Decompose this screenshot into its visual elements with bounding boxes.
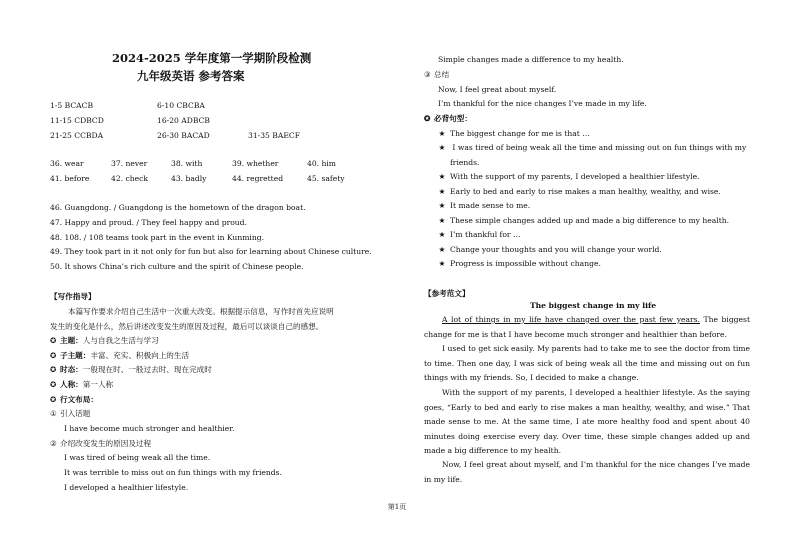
sentence-item: ★ I was tired of being weak all the time and missing out on fun things with my — [434, 144, 746, 152]
mc-answer: 21-25 CCBDA — [50, 131, 104, 140]
guide-item: ✪ 时态：一般现在时、一般过去时、现在完成时 — [50, 365, 212, 374]
step-line: I was tired of being weak all the time. — [64, 453, 211, 462]
star-icon: ★ — [438, 216, 446, 225]
bullet-icon: ✪ — [50, 380, 57, 389]
essay-paragraph: I used to get sick easily. My parents had to take me to see the doctor from time to time. Then one day, I was sick of being weak all the time and missing out on fun things with my friends. So, I decided to make a change. — [424, 344, 750, 383]
mc-answer: 1-5 BCACB — [50, 101, 94, 110]
short-answer: 48. 108. / 108 teams took part in the event in Kunming. — [50, 233, 265, 242]
short-answer: 50. It shows China’s rich culture and the spirit of Chinese people. — [50, 262, 304, 271]
step-line: I have become much stronger and healthier. — [64, 424, 235, 433]
sentence-item: ★ These simple changes added up and made a big difference to my health. — [434, 217, 729, 225]
bullet-icon: ✪ — [50, 336, 57, 345]
fill-answer: 42. check — [111, 174, 148, 183]
star-icon: ★ — [438, 230, 446, 239]
step-line: I’m thankful for the nice changes I’ve made in my life. — [438, 99, 647, 108]
star-icon: ★ — [438, 129, 446, 138]
star-icon: ★ — [438, 259, 446, 268]
layout-step: ① 引入话题 — [50, 409, 91, 418]
step-line: Simple changes made a difference to my health. — [438, 55, 624, 64]
bullet-icon: ✪ — [50, 365, 57, 374]
guide-item: ✪ 行文布局： — [50, 395, 98, 404]
mc-answer: 26-30 BACAD — [157, 131, 210, 140]
page-title: 2024-2025 学年度第一学期阶段检测 — [112, 51, 312, 65]
fill-answer: 41. before — [50, 174, 90, 183]
guide-intro: 本篇写作要求介绍自己生活中一次重大改变。根据提示信息，写作时首先应说明 — [68, 307, 334, 316]
sentence-item: ★ With the support of my parents, I developed a healthier lifestyle. — [434, 173, 699, 181]
layout-step: ③ 总结 — [424, 70, 450, 79]
mc-answer: 16-20 ADBCB — [157, 116, 210, 125]
guide-intro: 发生的变化是什么，然后讲述改变发生的原因及过程，最后可以谈谈自己的感想。 — [50, 322, 324, 331]
mc-answer: 6-10 CBCBA — [157, 101, 205, 110]
short-answer: 46. Guangdong. / Guangdong is the hometown of the dragon boat. — [50, 203, 306, 212]
fill-answer: 40. him — [307, 159, 337, 168]
sentence-item: ★ I’m thankful for … — [434, 231, 521, 239]
fill-answer: 43. badly — [171, 174, 207, 183]
mc-answer: 31-35 BAECF — [248, 131, 300, 140]
sentence-item: ★ Early to bed and early to rise makes a man healthy, wealthy, and wise. — [434, 188, 721, 196]
sentence-item: ★ Change your thoughts and you will change your world. — [434, 246, 662, 254]
writing-guide-heading: 【写作指导】 — [50, 292, 96, 301]
fill-answer: 38. with — [171, 159, 203, 168]
sentence-item: ★ The biggest change for me is that … — [434, 130, 590, 138]
bullet-icon: ✪ — [50, 351, 57, 360]
sentence-item: friends. — [450, 158, 480, 167]
layout-step: ② 介绍改变发生的原因及过程 — [50, 439, 152, 448]
short-answer: 47. Happy and proud. / They feel happy and proud. — [50, 218, 247, 227]
star-icon: ★ — [438, 172, 446, 181]
essay-paragraph: Now, I feel great about myself, and I’m thankful for the nice changes I’ve made in my life. — [424, 460, 750, 484]
fill-answer: 44. regretted — [232, 174, 284, 183]
mc-answer: 11-15 CDBCD — [50, 116, 104, 125]
fill-answer: 39. whether — [232, 159, 279, 168]
fill-answer: 36. wear — [50, 159, 84, 168]
step-line: I developed a healthier lifestyle. — [64, 483, 189, 492]
sentence-item: ★ Progress is impossible without change. — [434, 260, 601, 268]
star-icon: ★ — [438, 245, 446, 254]
short-answer: 49. They took part in it not only for fun but also for learning about Chinese culture. — [50, 247, 372, 256]
guide-item: ✪ 主题：人与自我之生活与学习 — [50, 336, 159, 345]
page-number: 第1页 — [387, 503, 407, 511]
model-essay-heading: 【参考范文】 — [424, 289, 470, 298]
must-recite-heading: ✪ 必背句型： — [424, 114, 472, 123]
star-icon: ★ — [438, 143, 446, 152]
star-icon: ★ — [438, 187, 446, 196]
guide-item: ✪ 子主题：丰富、充实、积极向上的生活 — [50, 351, 190, 360]
bullet-icon: ✪ — [424, 114, 431, 123]
essay-paragraph: A lot of things in my life have changed over the past few years. The biggest change for me is that I have become much stronger and healthier than before. — [424, 315, 750, 339]
star-icon: ★ — [438, 201, 446, 210]
page-subtitle: 九年级英语 参考答案 — [137, 69, 245, 83]
guide-item: ✪ 人称：第一人称 — [50, 380, 114, 389]
bullet-icon: ✪ — [50, 395, 57, 404]
essay-title: The biggest change in my life — [530, 301, 657, 310]
step-line: It was terrible to miss out on fun things with my friends. — [64, 468, 282, 477]
sentence-item: ★ It made sense to me. — [434, 202, 530, 210]
essay-paragraph: With the support of my parents, I developed a healthier lifestyle. As the saying goes, “Early to bed and early to rise makes a man healthy, wealthy, and wise.” That made sense to me. At the same time, I ate more healthy food and spent about 40 minutes doing exercise every day. Over time, these simple changes added up and made a big difference to my health. — [424, 388, 750, 456]
fill-answer: 45. safety — [307, 174, 345, 183]
fill-answer: 37. never — [111, 159, 148, 168]
step-line: Now, I feel great about myself. — [438, 85, 557, 94]
